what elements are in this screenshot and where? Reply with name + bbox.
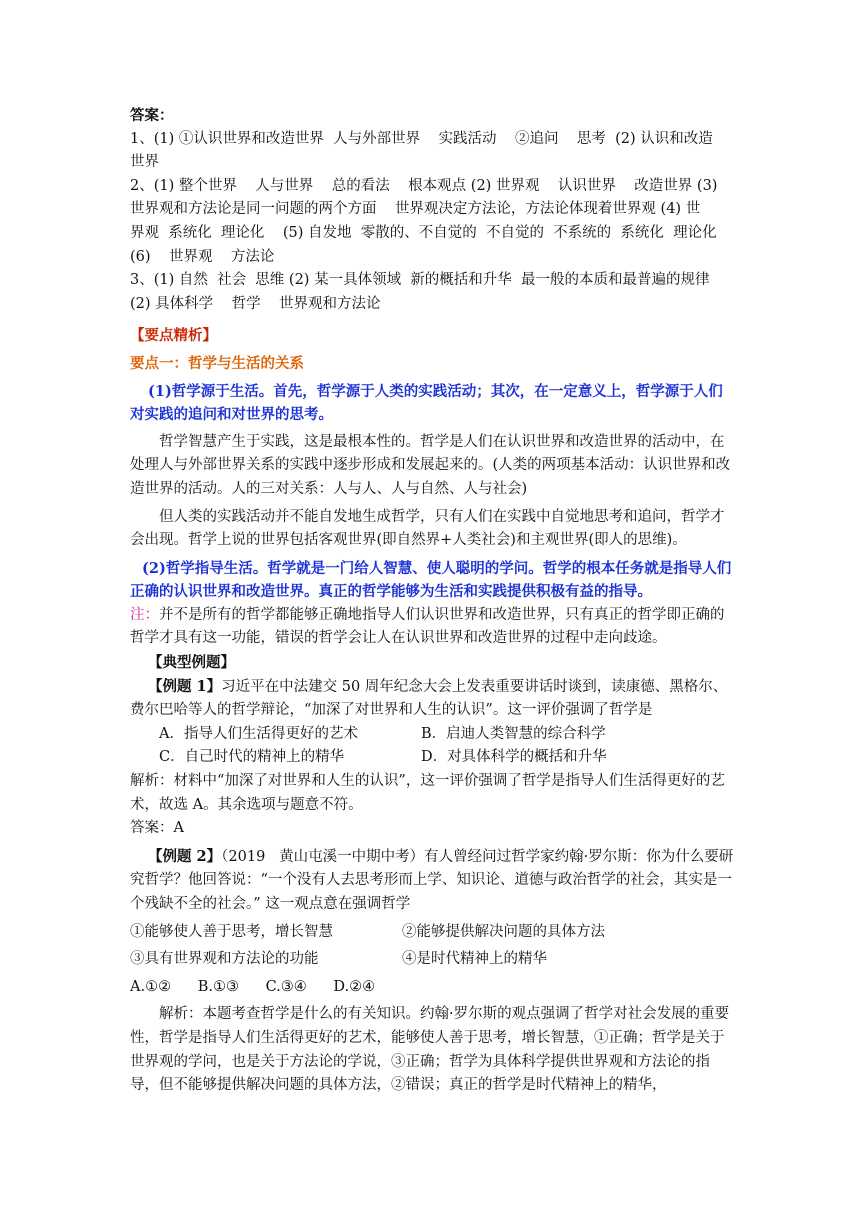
point-2-bold: (2)哲学指导生活。哲学就是一门给人智慧、使人聪明的学问。哲学的根本任务就是指导人们正确的认识世界和改造世界。真正的哲学能够为生活和实践提供积极有益的指导。	[130, 559, 732, 601]
example-2-statement-4: ④是时代精神上的精华	[402, 951, 547, 968]
example-1-option-a: A．指导人们生活得更好的艺术	[159, 725, 358, 742]
answer-3-line-1: 3、(1) 自然 社会 思维 (2) 某一具体领域 新的概括和升华 最一般的本质和最普遍的规律	[130, 272, 710, 289]
example-2-text: （2019 黄山屯溪一中期中考）有人曾经问过哲学家约翰·罗尔斯：你为什么要研究哲学？他回答说：“一个没有人去思考形而上学、知识论、道德与政治哲学的社会，其实是一个残缺不全的社会。” 这一观点意在强调哲学	[130, 848, 734, 912]
document-page	[130, 104, 734, 1098]
answer-3-line-2: (2) 具体科学 哲学 世界观和方法论	[130, 295, 381, 312]
example-1-analysis: 解析：材料中“加深了对世界和人生的认识”，这一评价强调了哲学是指导人们生活得更好的艺术，故选 A。其余选项与题意不符。	[130, 773, 725, 813]
note-paragraph	[130, 604, 734, 651]
answers-title: 答案：	[130, 107, 174, 124]
typical-examples-heading: 【典型例题】	[148, 654, 235, 672]
example-2-choice-d: D.②④	[333, 978, 376, 995]
example-1-options-row-1	[130, 723, 734, 747]
example-1-text: 习近平在中法建交 50 周年纪念大会上发表重要讲话时谈到，读康德、黑格尔、费尔巴哈等人的哲学辩论，“加深了对世界和人生的认识”。这一评价强调了哲学是	[130, 678, 728, 719]
example-1-option-b: B．启迪人类智慧的综合科学	[421, 725, 606, 742]
paragraph-conscious: 但人类的实践活动并不能自发地生成哲学，只有人们在实践中自觉地思考和追问，哲学才会出现。哲学上说的世界包括客观世界(即自然界+人类社会)和主观世界(即人的思维)。	[130, 508, 725, 549]
example-2-choices	[130, 976, 734, 1000]
key-point-heading: 要点一：哲学与生活的关系	[130, 354, 304, 372]
example-1-option-d: D．对具体科学的概括和升华	[421, 749, 607, 766]
answer-1-line-1: 1、(1) ①认识世界和改造世界 人与外部世界 实践活动 ②追问 思考 (2) 认识和改造	[130, 130, 713, 147]
example-1-options-row-2	[130, 746, 734, 770]
example-2-statement-2: ②能够提供解决问题的具体方法	[402, 923, 605, 940]
answer-2-line-3: 界观 系统化 理论化 (5) 自发地 零散的、不自觉的 不自觉的 不系统的 系统化 理论化	[130, 224, 717, 241]
example-2-choice-a: A.①②	[130, 978, 172, 995]
example-1-question	[130, 675, 734, 723]
example-1-answer: 答案：A	[130, 820, 184, 837]
paragraph-practice: 哲学智慧产生于实践，这是最根本性的。哲学是人们在认识世界和改造世界的活动中，在处理人与外部世界关系的实践中逐步形成和发展起来的。(人类的两项基本活动：认识世界和改造世界的活动。人的三对关系：人与人、人与自然、人与社会)	[130, 433, 731, 497]
example-2-statements-row-2	[130, 948, 734, 972]
answer-1-line-2: 世界	[130, 154, 159, 171]
answer-2-line-4: (6) 世界观 方法论	[130, 248, 275, 265]
example-2-statement-3: ③具有世界观和方法论的功能	[130, 951, 319, 968]
example-2-choice-c: C.③④	[265, 978, 307, 995]
example-1-option-c: C．自己时代的精神上的精华	[159, 749, 345, 766]
note-label: 注：	[130, 606, 159, 623]
example-2-choice-b: B.①③	[197, 978, 239, 995]
example-2-question	[130, 845, 734, 917]
example-2-statement-1: ①能够使人善于思考，增长智慧	[130, 923, 333, 940]
answer-2-line-2: 世界观和方法论是同一问题的两个方面 世界观决定方法论，方法论体现着世界观 (4) 世	[130, 201, 701, 218]
example-2-analysis: 解析：本题考查哲学是什么的有关知识。约翰·罗尔斯的观点强调了哲学对社会发展的重要性，哲学是指导人们生活得更好的艺术，能够使人善于思考，增长智慧，①正确；哲学是关于世界观的学问，也是关于方法论的学说，③正确；哲学为具体科学提供世界观和方法论的指导，但不能够提供解决问题的具体方法，②错误；真正的哲学是时代精神上的精华，	[130, 1006, 730, 1094]
section-heading: 【要点精析】	[130, 327, 217, 345]
note-text: 并不是所有的哲学都能够正确地指导人们认识世界和改造世界，只有真正的哲学即正确的哲学才具有这一功能，错误的哲学会让人在认识世界和改造世界的过程中走向歧途。	[130, 606, 725, 647]
example-2-statements-row-1	[130, 921, 734, 945]
example-1-label: 【例题 1】	[148, 677, 222, 695]
answer-2-line-1: 2、(1) 整个世界 人与世界 总的看法 根本观点 (2) 世界观 认识世界 改造世界 (3)	[130, 177, 718, 194]
point-1-bold: (1)哲学源于生活。首先，哲学源于人类的实践活动；其次，在一定意义上，哲学源于人们对实践的追问和对世界的思考。	[130, 382, 723, 424]
example-2-label: 【例题 2】	[148, 847, 222, 865]
